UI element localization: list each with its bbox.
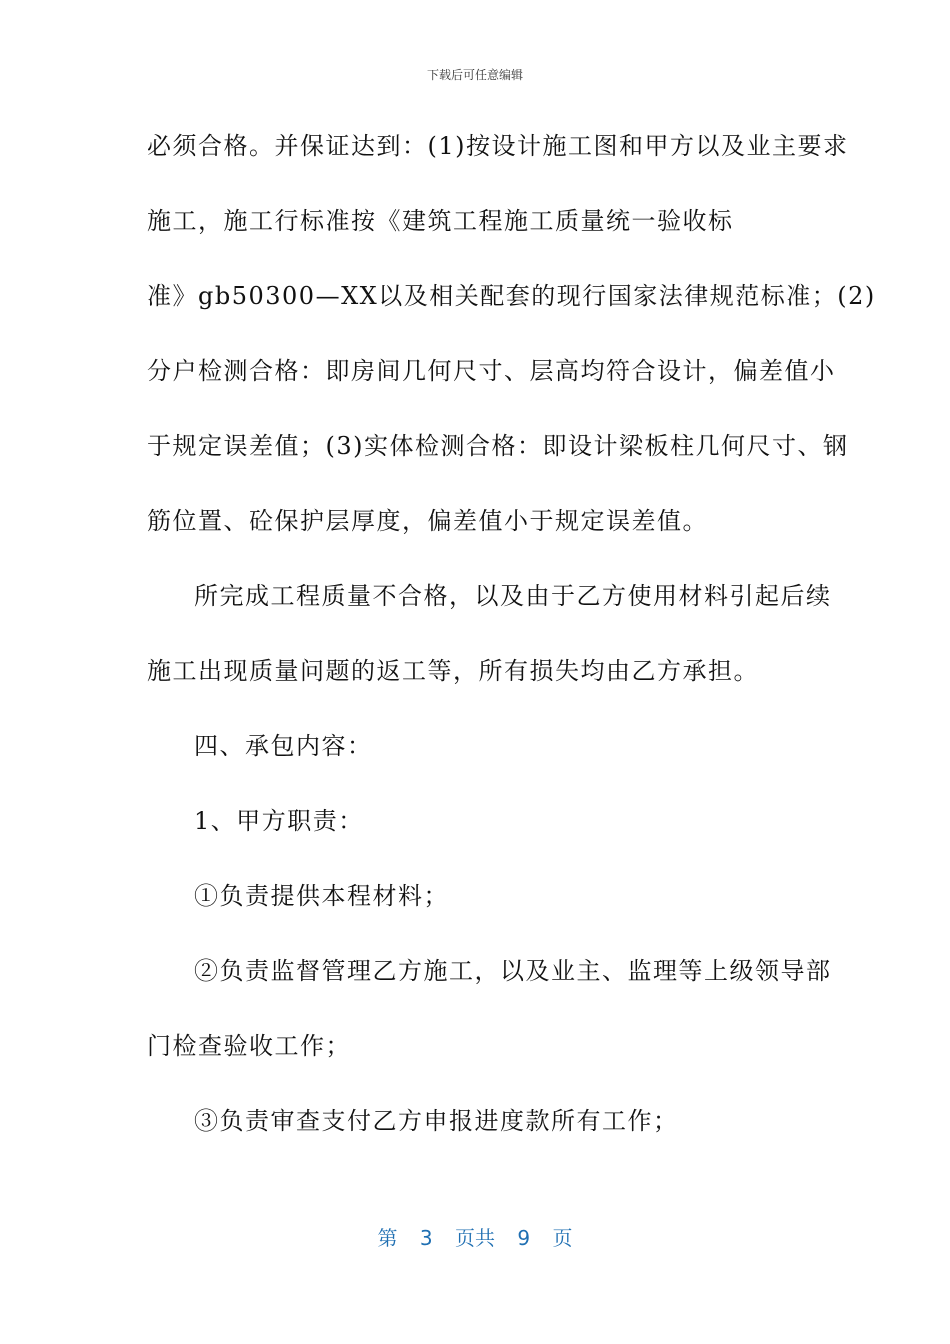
body-line: 施工，施工行标准按《建筑工程施工质量统一验收标 xyxy=(147,207,734,235)
body-line: 于规定误差值；(3)实体检测合格：即设计梁板柱几何尺寸、钢 xyxy=(147,432,849,460)
section-heading: 四、承包内容： xyxy=(194,732,373,760)
document-body xyxy=(147,120,876,1170)
list-item: ③负责审查支付乙方申报进度款所有工作； xyxy=(194,1107,679,1135)
current-page-number: 3 xyxy=(419,1226,433,1250)
page-end-label: 页 xyxy=(552,1226,573,1250)
subsection-heading: 1、甲方职责： xyxy=(194,807,364,835)
page-header: 下载后可任意编辑 xyxy=(426,68,523,82)
list-item-continuation: 门检查验收工作； xyxy=(147,1032,351,1060)
page-total-label: 页共 xyxy=(455,1226,495,1250)
body-line: 筋位置、砼保护层厚度，偏差值小于规定误差值。 xyxy=(147,507,708,535)
paragraph-start-line: 所完成工程质量不合格，以及由于乙方使用材料引起后续 xyxy=(194,582,832,610)
page-label: 第 xyxy=(377,1226,398,1250)
body-line: 施工出现质量问题的返工等，所有损失均由乙方承担。 xyxy=(147,657,759,685)
total-pages-number: 9 xyxy=(517,1226,531,1250)
list-item: ①负责提供本程材料； xyxy=(194,882,449,910)
body-line: 必须合格。并保证达到：(1)按设计施工图和甲方以及业主要求 xyxy=(147,132,849,160)
page-footer xyxy=(0,1222,950,1251)
body-line: 分户检测合格：即房间几何尺寸、层高均符合设计，偏差值小 xyxy=(147,357,836,385)
list-item: ②负责监督管理乙方施工，以及业主、监理等上级领导部 xyxy=(194,957,832,985)
body-line: 准》gb50300—XX以及相关配套的现行国家法律规范标准；(2) xyxy=(147,282,876,310)
